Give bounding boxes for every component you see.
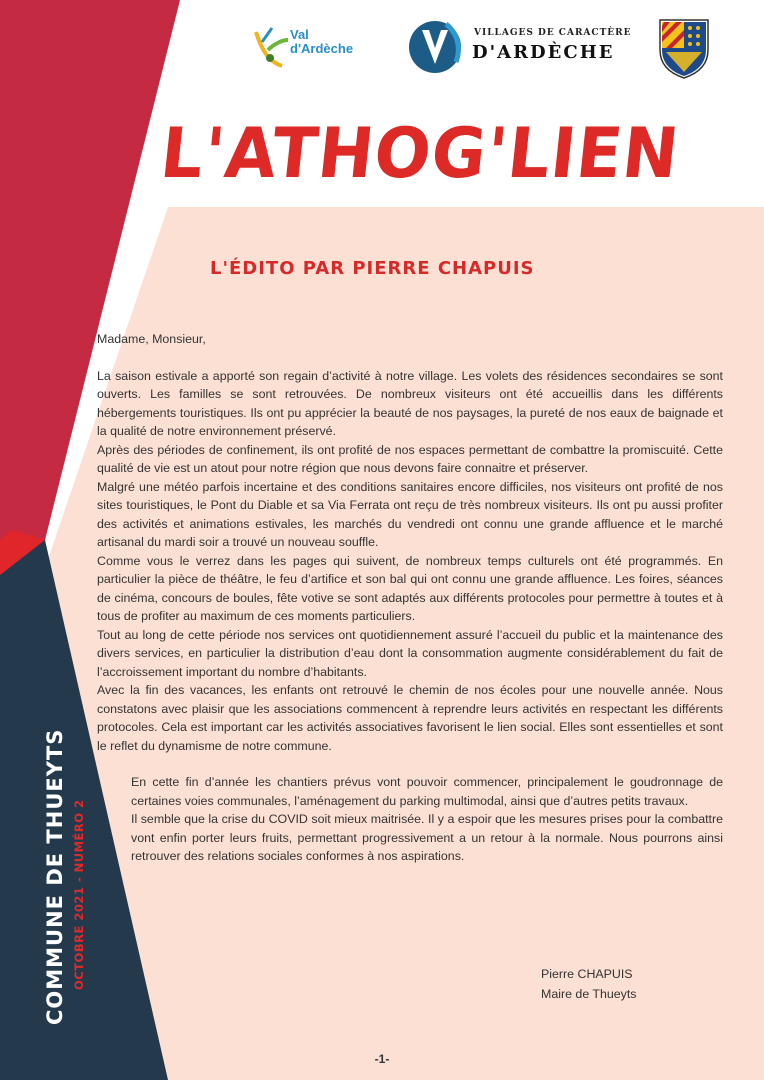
coat-of-arms-icon (656, 16, 712, 80)
sidebar-issue-subtitle: OCTOBRE 2021 - NUMÉRO 2 (72, 799, 86, 990)
letter-paragraph: Malgré une météo parfois incertaine et des conditions sanitaires encore difficiles, nos visiteurs ont profité de nos sites touristiques, le Pont du Diable et sa Via Ferrata ont reçu de très nombreux visiteurs. Ils ont pu aussi profiter des activités et animations estivales, les marchés du vendredi ont connu une grande affluence et le marché artisanal du mardi soir a trouvé un nouveau souffle. (97, 479, 723, 549)
letter-paragraph: Tout au long de cette période nos services ont quotidiennement assuré l’accueil du public et la maintenance des divers services, en particulier la distribution d’eau dont la consommation augmente considérablement du fait de l’accroissement important du nombre d’habitants. (97, 627, 723, 679)
signature (541, 964, 637, 1004)
val-ardeche-line1: Val (290, 27, 309, 42)
val-ardeche-swirl-icon (252, 22, 292, 68)
villages-de-caractere-logo (408, 18, 632, 76)
val-ardeche-logo (252, 22, 356, 74)
villages-line1: VILLAGES DE CARACTÈRE (474, 28, 632, 38)
letter-indented-paragraph: En cette fin d’année les chantiers prévus vont pouvoir commencer, principalement le goudronnage de certaines voies communales, l’aménagement du parking multimodal, ainsi que d’autres petits travaux. (131, 775, 723, 808)
letter-paragraph: Avec la fin des vacances, les enfants ont retrouvé le chemin de nos écoles pour une nouvelle année. Nous constatons avec plaisir que les associations commencent à reprendre leurs activités en respectant les différents protocoles. Cela est important car les activités associatives favorisent le lien social. Elles sont essentielles et sont le reflet du dynamisme de notre commune. (97, 683, 723, 753)
letter-paragraph: Comme vous le verrez dans les pages qui suivent, de nombreux temps culturels ont été programmés. En particulier la pièce de théâtre, le feu d’artifice et son bal qui ont connu une grande affluence. Les foires, séances de cinéma, concours de boules, fête votive se sont adaptés aux différents protocoles pour permettre à toutes et à tous de profiter au maximum de ces moments particuliers. (97, 553, 723, 623)
letter-indented-paragraph: Il semble que la crise du COVID soit mieux maitrisée. Il y a espoir que les mesures prises pour la combattre vont enfin porter leurs fruits, permettant progressivement a un retour à la normale. Nous pourrons ainsi retrouver des relations sociales conformes à nos aspirations. (131, 812, 723, 863)
masthead-title: L'ATHOG'LIEN (156, 113, 684, 194)
villages-v-icon (408, 18, 466, 76)
letter-paragraph: La saison estivale a apporté son regain d’activité à notre village. Les volets des résidences secondaires se sont ouverts. Les familles se sont retrouvées. De nombreux visiteurs ont été accueillis dans les différents hébergements touristiques. Ils ont pu apprécier la beauté de nos paysages, la pureté de nos eaux de baignade et la qualité de notre environnement préservé. (97, 368, 723, 438)
letter-paragraph: Après des périodes de confinement, ils ont profité de nos espaces permettant de combattre la promiscuité. Cette qualité de vie est un atout pour notre région que nous devons faire connaitre et préserver. (97, 442, 723, 475)
letter-greeting: Madame, Monsieur, (97, 332, 206, 346)
val-ardeche-line2: d'Ardèche (290, 41, 354, 56)
sidebar-commune-title: COMMUNE DE THUEYTS (43, 728, 67, 1025)
villages-line2: D'ARDÈCHE (472, 42, 615, 63)
signature-title: Maire de Thueyts (541, 987, 637, 1001)
page-number: -1- (374, 1052, 390, 1066)
indented-section (97, 773, 723, 866)
edito-heading: L'ÉDITO PAR PIERRE CHAPUIS (210, 258, 535, 279)
letter-body (97, 330, 723, 866)
signature-name: Pierre CHAPUIS (541, 967, 633, 981)
